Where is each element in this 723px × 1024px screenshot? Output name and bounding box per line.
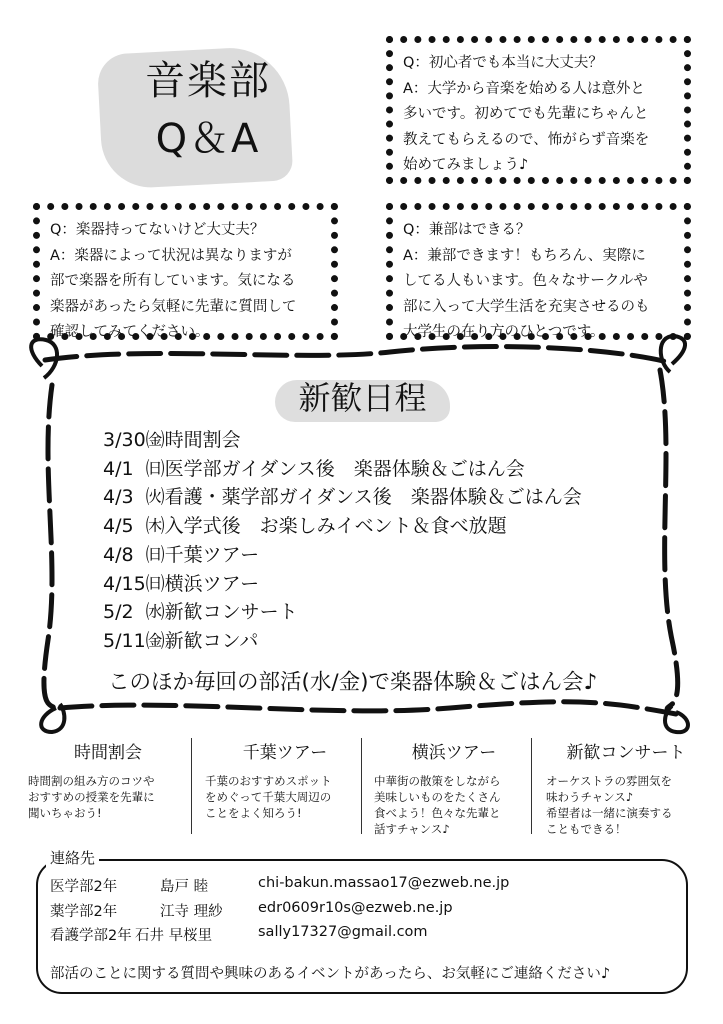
title-line-1: 音楽部 [145,58,271,104]
event-welcome-concert [546,738,706,837]
contact-name: 島戸 睦 [160,879,209,895]
divider [531,738,532,834]
answer: A：大学から音楽を始める人は意外と 多いです。初めてでも先輩にちゃんと 教えてもらえるので、怖がらず音楽を 始めてみましょう♪ [403,80,650,173]
answer: A：兼部できます！もちろん、実際に してる人もいます。色々なサークルや 部に入って大学生活を充実させるのも 大学生の在り方のひとつです。 [403,247,650,340]
contact-note: 部活のことに関する質問や興味のあるイベントがあったら、お気軽にご連絡ください♪ [50,966,611,982]
contact-dept: 薬学部2年 [50,904,118,920]
event-title: 時間割会 [74,743,142,763]
schedule-heading: 新歓日程 [298,379,427,417]
schedule-item: 4/15㈰横浜ツアー [103,572,260,595]
event-yokohama-tour [374,738,534,837]
event-description: オーケストラの雰囲気を 味わうチャンス♪ 希望者は一緒に演奏する こともできる！ [546,774,673,836]
event-title: 横浜ツアー [411,743,497,763]
schedule-item: 4/5 ㈭入学式後 お楽しみイベント＆食べ放題 [103,515,507,538]
event-description: 中華街の散策をしながら 美味しいものをたくさん 食べよう！色々な先輩と 話すチャンス♪ [374,774,501,836]
schedule-item: 4/3 ㈫看護・薬学部ガイダンス後 楽器体験＆ごはん会 [103,486,582,509]
question: Q：楽器持ってないけど大丈夫？ [50,222,265,238]
schedule-item: 5/11㈮新歓コンパ [103,629,259,652]
contact-name: 石井 早桜里 [135,928,213,944]
contact-dept: 看護学部2年 [50,928,132,944]
event-description: 千葉のおすすめスポット をめぐって千葉大周辺の ことをよく知ろう! [205,774,332,820]
event-title: 千葉ツアー [242,743,328,763]
contact-email[interactable]: chi-bakun.massao17@ezweb.ne.jp [258,875,510,891]
schedule-list [103,426,582,656]
contact-email[interactable]: edr0609r10s@ezweb.ne.jp [258,900,453,916]
event-chiba-tour [205,738,365,821]
divider [191,738,192,834]
question: Q：兼部はできる？ [403,222,531,238]
contact-label: 連絡先 [46,847,99,868]
schedule-item: 4/8 ㈰千葉ツアー [103,543,260,566]
divider [361,738,362,834]
event-timetable [28,738,188,821]
schedule-item: 4/1 ㈰医学部ガイダンス後 楽器体験＆ごはん会 [103,457,525,480]
schedule-note: このほか毎回の部活(水/金)で楽器体験＆ごはん会♪ [108,670,598,695]
schedule-item: 5/2 ㈬新歓コンサート [103,601,298,624]
answer: A：楽器によって状況は異なりますが 部で楽器を所有しています。気になる 楽器があったら気軽に先輩に質問して 確認してみてください。 [50,247,297,340]
contact-dept: 医学部2年 [50,879,118,895]
title-line-2: Q＆A [155,116,261,162]
question: Q：初心者でも本当に大丈夫？ [403,55,603,71]
schedule-item: 3/30㈮時間割会 [103,429,241,451]
event-title: 新歓コンサート [566,743,686,763]
event-description: 時間割の組み方のコツや おすすめの授業を先輩に 聞いちゃおう! [28,774,155,820]
contact-email[interactable]: sally17327@gmail.com [258,924,428,940]
contact-name: 江寺 理紗 [160,904,223,920]
